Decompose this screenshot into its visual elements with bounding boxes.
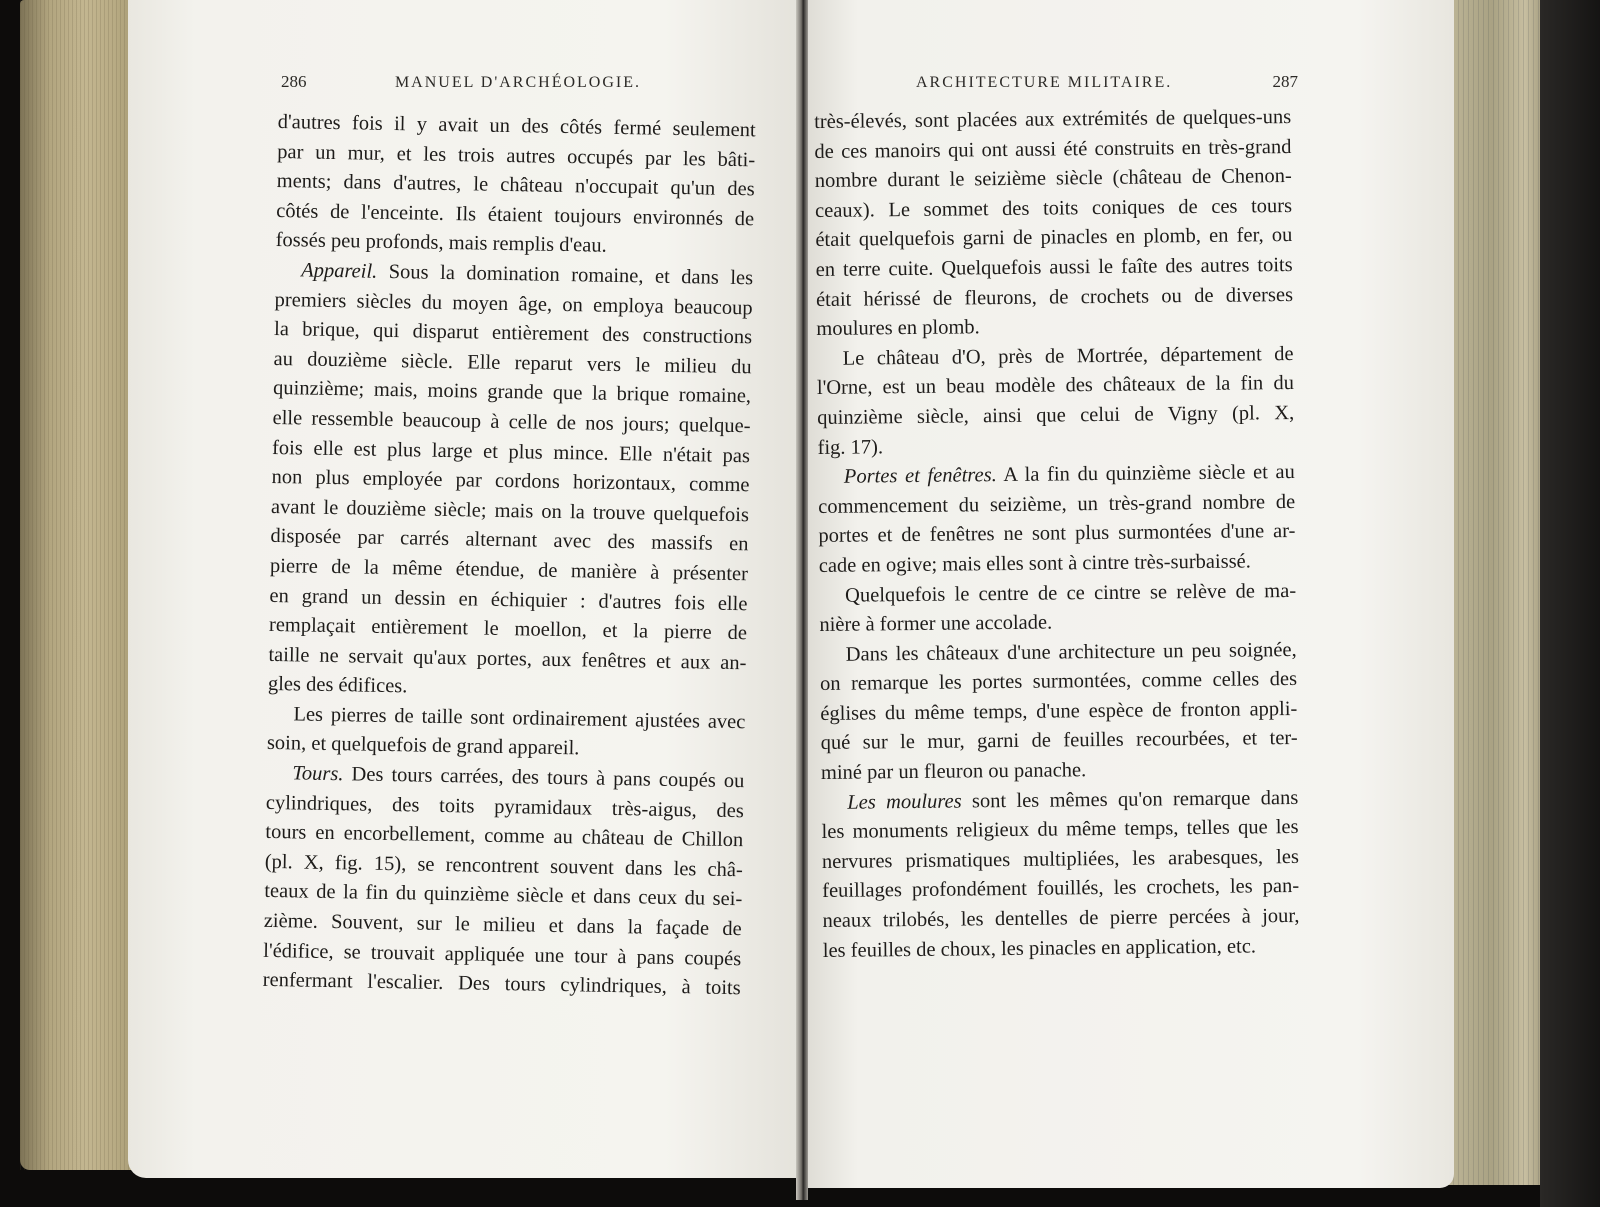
text-line bbox=[823, 932, 1300, 967]
line-text: avant le douzième siècle; mais on la trouve quelquefois bbox=[270, 495, 750, 526]
line-text: très-élevés, sont placées aux extrémités de quelques-uns bbox=[814, 106, 1292, 133]
line-text: nervures prismatiques multipliées, les arabesques, les bbox=[821, 845, 1299, 873]
text-line bbox=[814, 103, 1291, 138]
running-head: MANUEL D'ARCHÉOLOGIE. bbox=[394, 74, 641, 91]
italic-heading: Portes et fenêtres. bbox=[843, 464, 997, 488]
left-page-header bbox=[281, 72, 641, 96]
running-head: ARCHITECTURE MILITAIRE. bbox=[916, 74, 1173, 91]
text-line bbox=[816, 251, 1293, 286]
right-page-body bbox=[814, 103, 1300, 966]
text-line bbox=[817, 399, 1294, 434]
line-text: Le château d'O, près de Mortrée, département de bbox=[842, 342, 1294, 370]
right-page-header bbox=[916, 72, 1298, 96]
line-text: ments; dans d'autres, le château n'occupait qu'un des bbox=[276, 170, 755, 201]
line-text: Quelquefois le centre de ce cintre se relève de ma- bbox=[844, 579, 1297, 607]
text-line bbox=[815, 162, 1292, 197]
line-text: teaux de la fin du quinzième siècle et dans ceux du sei- bbox=[264, 880, 743, 911]
line-text: les feuilles de choux, les pinacles en application, etc. bbox=[822, 935, 1257, 962]
line-text: de ces manoirs qui ont aussi été construits en très-grand bbox=[814, 135, 1292, 163]
line-text: miné par un fleuron ou panache. bbox=[820, 759, 1087, 785]
left-page-edges bbox=[20, 0, 138, 1170]
line-text: on remarque les portes surmontées, comme celles des bbox=[819, 668, 1298, 696]
line-text: Sous la domination romaine, et dans les bbox=[377, 260, 754, 290]
text-line bbox=[819, 576, 1296, 611]
page-number: 286 bbox=[281, 72, 307, 91]
line-text: tours en encorbellement, comme au château de Chillon bbox=[265, 821, 744, 852]
line-text: nière à former une accolade. bbox=[819, 611, 1053, 637]
right-page bbox=[806, 0, 1454, 1188]
line-text: côtés de l'enceinte. Ils étaient toujours environnés de bbox=[276, 199, 755, 231]
line-text: premiers siècles du moyen âge, on employa beaucoup bbox=[274, 288, 753, 319]
line-text: l'Orne, est un beau modèle des châteaux de la fin du bbox=[816, 372, 1295, 400]
line-text: elle ressemble beaucoup à celle de nos jours; quelque- bbox=[272, 406, 751, 438]
line-text: neaux trilobés, les dentelles de pierre percées à jour, bbox=[822, 904, 1300, 932]
line-text: par un mur, et les trois autres occupés par les bâti- bbox=[277, 140, 756, 171]
line-text: fossés peu profonds, mais remplis d'eau. bbox=[275, 229, 607, 258]
line-text: la brique, qui disparut entièrement des constructions bbox=[273, 318, 753, 349]
line-text: églises du même temps, d'une espèce de fronton appli- bbox=[820, 697, 1298, 725]
italic-heading: Appareil. bbox=[300, 259, 378, 283]
line-text: soin, et quelquefois de grand appareil. bbox=[266, 732, 580, 760]
text-line bbox=[820, 665, 1297, 700]
line-text: sont les mêmes qu'on remarque dans bbox=[961, 786, 1299, 813]
line-text: les monuments religieux du même temps, telles que les bbox=[821, 816, 1299, 844]
line-text: disposée par carrés alternant avec des massifs en bbox=[270, 525, 749, 556]
line-text: Les pierres de taille sont ordinairement ajustées avec bbox=[293, 703, 746, 734]
line-text: renfermant l'escalier. Des tours cylindriques, à toits bbox=[262, 969, 741, 1000]
book-cover bbox=[1540, 0, 1600, 1207]
page-number: 287 bbox=[1272, 72, 1298, 91]
line-text: cylindriques, des toits pyramidaux très-aigus, des bbox=[265, 791, 744, 822]
line-text: fig. 17). bbox=[817, 435, 884, 459]
line-text: l'édifice, se trouvait appliquée une tour à pans coupés bbox=[263, 939, 742, 970]
left-page-body bbox=[263, 108, 756, 1004]
line-text: qué sur le mur, garni de feuilles recourbées, et ter- bbox=[820, 727, 1298, 755]
italic-heading: Tours. bbox=[292, 762, 344, 786]
line-text: quinzième; mais, moins grande que la brique romaine, bbox=[272, 377, 752, 408]
line-text: en terre cuite. Quelquefois aussi le faîte des autres toits bbox=[815, 253, 1293, 281]
text-line bbox=[821, 813, 1298, 848]
italic-heading: Les moulures bbox=[847, 790, 962, 814]
line-text: en grand un dessin en échiquier : d'autres fois elle bbox=[269, 584, 748, 615]
line-text: commencement du seizième, un très-grand nombre de bbox=[818, 490, 1296, 518]
line-text: moulures en plomb. bbox=[816, 316, 980, 341]
line-text: ceaux). Le sommet des toits coniques de ces tours bbox=[814, 194, 1293, 222]
line-text: portes et de fenêtres ne sont plus surmontées d'une ar- bbox=[818, 520, 1296, 548]
text-line bbox=[819, 547, 1296, 582]
line-text: nombre durant le seizième siècle (château de Chenon- bbox=[814, 165, 1292, 193]
book-gutter bbox=[796, 0, 808, 1200]
line-text: A la fin du quinzième siècle et au bbox=[996, 461, 1295, 487]
line-text: taille ne servait qu'aux portes, aux fenêtres et aux an- bbox=[268, 643, 747, 674]
line-text: était hérissé de fleurons, de crochets ou de diverses bbox=[815, 283, 1294, 311]
line-text: Des tours carrées, des tours à pans coupés ou bbox=[343, 763, 745, 793]
line-text: était quelquefois garni de pinacles en plomb, en fer, ou bbox=[815, 224, 1293, 252]
line-text: zième. Souvent, sur le milieu et dans la façade de bbox=[263, 909, 742, 941]
line-text: pierre de la même étendue, de manière à présenter bbox=[269, 554, 749, 586]
line-text: Dans les châteaux d'une architecture un peu soignée, bbox=[845, 638, 1297, 666]
line-text: (pl. X, fig. 15), se rencontrent souvent dans les châ- bbox=[264, 850, 743, 882]
line-text: fois elle est plus large et plus mince. Elle n'était pas bbox=[271, 436, 751, 467]
text-line bbox=[818, 458, 1295, 493]
text-line bbox=[816, 281, 1293, 316]
line-text: au douzième siècle. Elle reparut vers le milieu du bbox=[273, 347, 752, 379]
line-text: non plus employée par cordons horizontaux, comme bbox=[271, 466, 750, 497]
text-line bbox=[822, 902, 1299, 937]
text-line bbox=[818, 517, 1295, 552]
left-page bbox=[128, 0, 800, 1178]
line-text: gles des édifices. bbox=[267, 673, 408, 698]
line-text: feuillages profondément fouillés, les crochets, les pan- bbox=[822, 875, 1300, 903]
line-text: cade en ogive; mais elles sont à cintre très-surbaissé. bbox=[818, 550, 1251, 577]
line-text: d'autres fois il y avait un des côtés fermé seulement bbox=[277, 110, 756, 142]
line-text: quinzième siècle, ainsi que celui de Vigny (pl. X, bbox=[817, 401, 1295, 429]
text-line bbox=[821, 724, 1298, 759]
line-text: remplaçait entièrement le moellon, et la pierre de bbox=[268, 614, 748, 645]
